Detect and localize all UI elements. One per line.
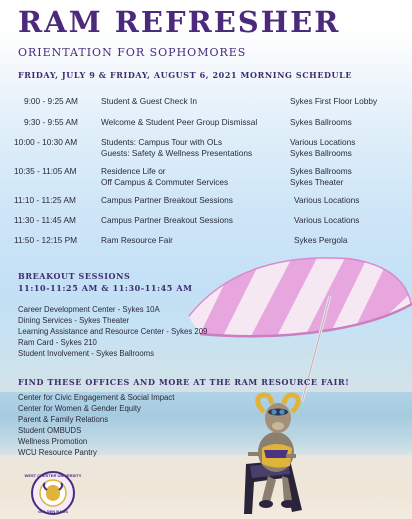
schedule-event: Off Campus & Commuter Services — [101, 177, 229, 187]
schedule-event: Students: Campus Tour with OLs — [101, 137, 223, 147]
schedule-event: Campus Partner Breakout Sessions — [101, 215, 233, 225]
schedule-location: Sykes Ballrooms — [290, 117, 352, 127]
schedule-time: 10:35 - 11:05 AM — [14, 166, 77, 176]
schedule-location: Sykes First Floor Lobby — [290, 96, 378, 106]
breakout-item: Learning Assistance and Resource Center - Sykes 209 — [18, 327, 208, 336]
fair-item: Parent & Family Relations — [18, 415, 109, 424]
breakout-item: Dining Services - Sykes Theater — [18, 316, 130, 325]
seal-bottom-text: GOLDEN RAMS — [38, 509, 68, 514]
university-seal-icon — [24, 470, 82, 516]
schedule-location: Various Locations — [294, 195, 360, 205]
schedule-time: 9:30 - 9:55 AM — [24, 117, 78, 127]
fair-heading: FIND THESE OFFICES AND MORE AT THE RAM RESOURCE FAIR! — [18, 377, 350, 387]
schedule-time: 11:50 - 12:15 PM — [14, 235, 78, 245]
schedule-time: 9:00 - 9:25 AM — [24, 96, 78, 106]
fair-item: Center for Civic Engagement & Social Impact — [18, 393, 175, 402]
schedule-event: Guests: Safety & Wellness Presentations — [101, 148, 253, 158]
schedule-event: Student & Guest Check In — [101, 96, 197, 106]
schedule-location: Various Locations — [294, 215, 360, 225]
schedule-time: 11:10 - 11:25 AM — [14, 195, 76, 205]
schedule-time: 10:00 - 10:30 AM — [14, 137, 78, 147]
breakout-heading: BREAKOUT SESSIONS — [18, 271, 131, 281]
schedule-event: Residence Life or — [101, 166, 166, 176]
fair-item: Wellness Promotion — [18, 437, 88, 446]
schedule-location: Sykes Theater — [290, 177, 344, 187]
schedule-event: Campus Partner Breakout Sessions — [101, 195, 233, 205]
page-title: RAM REFRESHER — [18, 5, 341, 39]
schedule-location: Sykes Pergola — [294, 235, 348, 245]
breakout-item: Career Development Center - Sykes 10A — [18, 305, 160, 314]
ram-mascot-icon — [240, 392, 310, 516]
seal-top-text: WEST CHESTER UNIVERSITY — [24, 473, 82, 478]
schedule-location: Sykes Ballrooms — [290, 166, 352, 176]
fair-item: WCU Resource Pantry — [18, 448, 97, 457]
schedule-location: Sykes Ballrooms — [290, 148, 352, 158]
page-subtitle: ORIENTATION FOR SOPHOMORES — [18, 46, 247, 59]
breakout-item: Ram Card - Sykes 210 — [18, 338, 97, 347]
breakout-item: Student Involvement - Sykes Ballrooms — [18, 349, 155, 358]
schedule-location: Various Locations — [290, 137, 356, 147]
schedule-event: Welcome & Student Peer Group Dismissal — [101, 117, 258, 127]
fair-item: Center for Women & Gender Equity — [18, 404, 141, 413]
schedule-heading: FRIDAY, JULY 9 & FRIDAY, AUGUST 6, 2021 MORNING SCHEDULE — [18, 70, 353, 80]
breakout-times: 11:10-11:25 AM & 11:30-11:45 AM — [18, 283, 193, 293]
schedule-event: Ram Resource Fair — [101, 235, 173, 245]
fair-item: Student OMBUDS — [18, 426, 82, 435]
schedule-time: 11:30 - 11:45 AM — [14, 215, 76, 225]
